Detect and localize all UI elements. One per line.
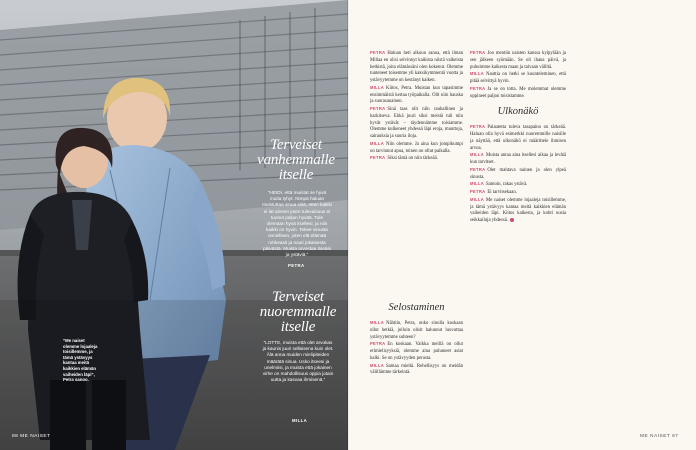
dialogue-text: Nauttia on hetki se kuunteleminen, että pitää selvittyä hyvin. [470,72,566,84]
dialogue-line [370,363,463,378]
speaker-label: MILLA [370,320,385,325]
dialogue-line [470,197,566,225]
dialogue-text: Samoin, rakas ystävä. [486,182,528,188]
speaker-label: PETRA [470,166,486,172]
dialogue-line [470,50,566,71]
dialogue-text: Samaa mieltä. Rehellisyys on meidän välillämme tärkeintä. [370,363,463,376]
dialogue-line [370,85,463,106]
section-heading-appearance: Ulkonäkö [497,106,539,118]
dialogue-text: Niin olemme. Ja aina kun jompikumpi on tarvinnut apua, toinen on ollut paikalla. [370,141,463,154]
dialogue-line [370,50,463,85]
quote-1-signature: PETRA [288,263,305,268]
dialogue-text: Olet mahtava nainen ja olen ylpeä sinusta. [470,167,566,180]
left-folio: 88 ME NAISET [12,434,51,439]
dialogue-text: Nähtiin, Petra, onko sinulla koskaan ollut hetkiä, jolloin olisit halunnut luovuttaa ystävyytemme suhteen? [370,321,463,340]
dialogue-line [470,71,566,86]
quote-2-signature: MILLA [292,418,308,423]
dialogue-text: Siksi tämä on niin tärkeää. [387,156,438,162]
speaker-label: MILLA [370,140,385,146]
quote-1-heading [246,138,346,183]
speaker-label: PETRA [370,341,386,347]
dialogue-text: En koskaan. Vaikka meillä on ollut erimielisyyksiä, olemme aina puhuneet asiat halki. Se on ystävyyden perusta. [370,342,463,361]
right-folio: ME NAISET 87 [640,434,679,439]
quote-2-heading-line: nuoremmalle [259,304,337,320]
text-column-3 [470,50,566,430]
speaker-label: PETRA [470,85,486,91]
dialogue-text: Kiitos, Petra. Muistan kun tapasimme ensimmäistä kertaa työpaikalla. Olit niin hauska ja suorasanainen. [370,85,463,105]
speaker-label: PETRA [470,189,486,194]
dialogue-text: Palautetta tuleva tasapaino on tärkeää. Haluan olla hyvä esimerkki nuoremmille naisille ja näyttää, että ulkonäkö ei määrittele ihmisen arvoa. [470,125,566,151]
quote-2-heading [254,290,342,335]
dialogue-line [370,155,463,163]
dialogue-line [370,320,463,341]
dialogue-line [370,141,463,156]
speaker-label: PETRA [470,124,486,130]
speaker-label: PETRA [370,50,386,55]
text-column-2 [370,296,463,430]
dialogue-text: Me naiset olemme lojaaleja toisillemme, ja tämä ystävyys kantaa meitä kaikkien elämän vaiheiden läpi. Kiitos kaikesta, ja kohti uusia seikkailuja yhdessä. [470,197,566,224]
quote-1-heading-line: vanhemmalle [257,152,335,168]
dialogue-line [470,86,566,101]
speaker-label: MILLA [470,196,485,202]
dialogue-text: Sinä taas olit niin rauhallinen ja harkitseva. Ehkä juuri siksi meistä tuli niin hyvät ystävät – täydennämme toisiamme. Olemme kulkeneet yhdessä läpi eroja, muuttoja, sairauksia ja suuria iloja. [370,107,463,139]
quote-1-text: ”HEIDI, että muistat se hyvä muita tyhyt. Nimpä haluan muistuttaa sinua siitä, etten kaikki ei lat aineen joten tulevaisuus ei tuonut paljon hyvää. Tule olemaan hyvä itsellesi, ja niin kaikki on hyvin. Tekee sinusta onnellisen, joten elä elämää rohkeasti ja nauti jokaisesta päivästä. Muista arvostaa itseäsi ja ystäviä.” [262,190,332,258]
speaker-label: PETRA [370,106,386,111]
section-heading-friendship: Selostaminen [388,302,445,313]
speaker-label: MILLA [470,71,485,77]
dialogue-text: Haluan heti alkuun sanoa, että ilman Millaa en olisi selvinnyt kaikista niistä vaikeista hetkistä, joita elämässäni olen kokenut. Olemme tunteneet toisemme yli kaksikymmentä vuotta ja ystävyytemme on kestänyt kaiken. [370,51,463,83]
dialogue-line [470,124,566,152]
speaker-label: MILLA [470,181,485,187]
dialogue-line [370,106,463,141]
speaker-label: MILLA [470,152,485,158]
quote-2-heading-line: Terveiset [272,289,324,305]
dialogue-line [470,181,566,189]
speaker-label: MILLA [370,362,385,368]
dialogue-text: Ei tarvitsekaan. [487,190,517,195]
photo-caption: ”Me naiset olemme lojaaleja toisillemme, ja tämä ystävyys kantaa meitä kaikkien elämän vaiheiden läpi”, Petra sanoo. [63,338,98,383]
dialogue-text: Joo mentiin naisten kanssa kylpylään ja sen jälkeen syömään. Se oli ihana päivä, ja puhuimme kaikesta maan ja taivaan väliltä. [470,51,566,70]
quote-1-heading-line: Terveiset [270,137,322,153]
dialogue-line [470,152,566,167]
dialogue-line [470,167,566,182]
dialogue-line [370,341,463,362]
speaker-label: PETRA [370,155,386,161]
speaker-label: PETRA [470,50,486,55]
quote-1-heading-line: itselle [278,167,314,183]
end-of-article-mark [510,218,514,222]
dialogue-line [470,189,566,197]
dialogue-text: Ja se on totta. Me molemmat olemme oppineet paljon toisistamme. [470,86,566,99]
quote-2-text: ”LOTTE, muista että olet arvokas ja kaunis juuri sellaisena kuin olet. Älä anna muiden mielipiteiden määrätä sinua. Usko itseesi ja unelmiisi, ja muista että jokainen virhe on mahdollisuus oppia jotain uutta ja kasvaa ihmisenä.” [262,340,334,383]
page-gutter [347,0,349,450]
speaker-label: MILLA [370,84,385,90]
dialogue-text: Muista antaa aina itsellesi aikaa ja levätä kun tarvitset. [470,153,566,165]
quote-2-heading-line: itselle [280,319,316,335]
